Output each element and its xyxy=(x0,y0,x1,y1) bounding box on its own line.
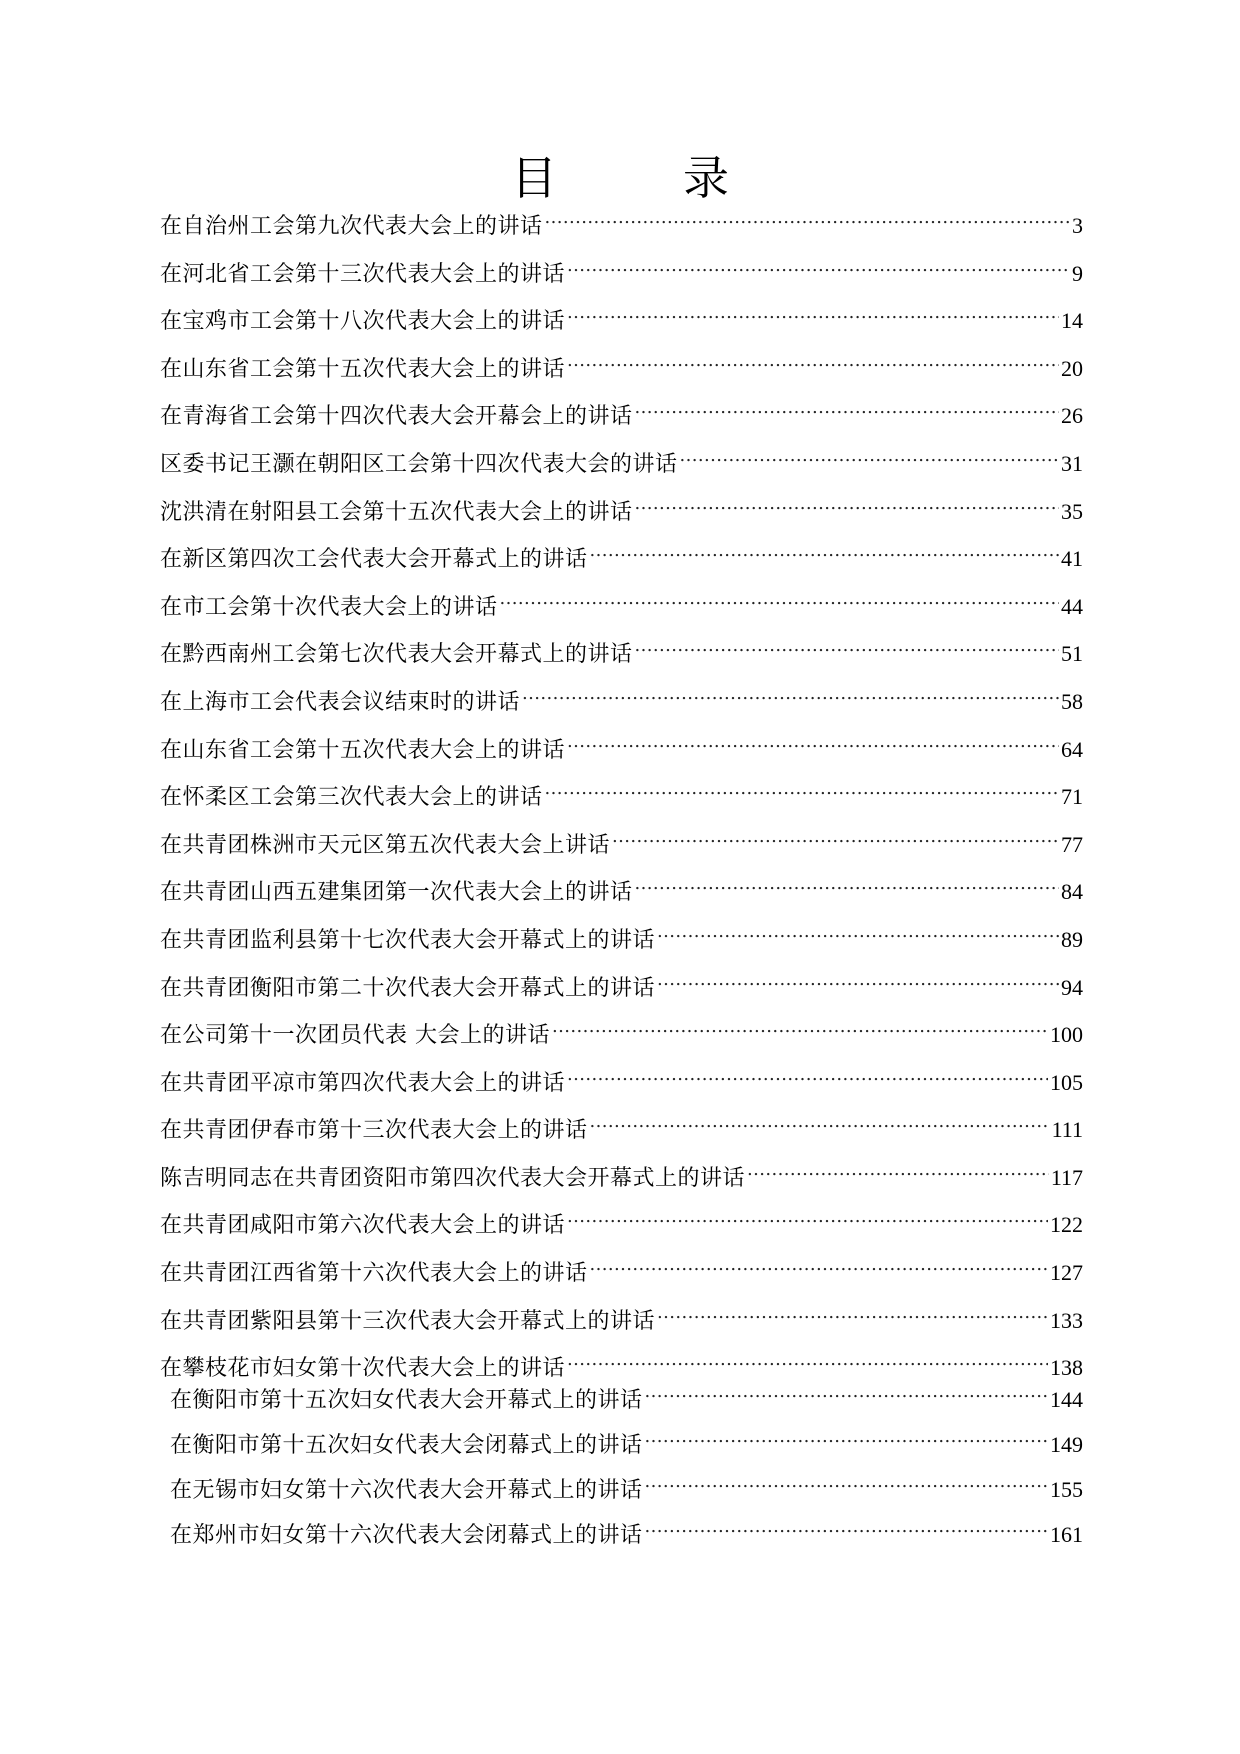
toc-entry-title: 在共青团株洲市天元区第五次代表大会上讲话 xyxy=(160,832,611,858)
toc-page-number: 84 xyxy=(1061,879,1083,905)
dot-leader xyxy=(567,1202,1048,1232)
toc-entry-title: 在山东省工会第十五次代表大会上的讲话 xyxy=(160,356,566,382)
toc-entry[interactable] xyxy=(160,1467,1083,1512)
dot-leader xyxy=(645,1377,1048,1407)
toc-entry-title: 在河北省工会第十三次代表大会上的讲话 xyxy=(160,261,566,287)
toc-entry-title: 在攀枝花市妇女第十次代表大会上的讲话 xyxy=(160,1356,566,1382)
dot-leader xyxy=(545,774,1059,804)
toc-entry-title: 在共青团衡阳市第二十次代表大会开幕式上的讲话 xyxy=(160,975,656,1001)
toc-entry[interactable] xyxy=(160,393,1083,441)
dot-leader xyxy=(645,1467,1048,1497)
toc-page-number: 51 xyxy=(1061,641,1083,667)
toc-entry[interactable] xyxy=(160,917,1083,965)
toc-entry-title: 在无锡市妇女第十六次代表大会开幕式上的讲话 xyxy=(170,1477,643,1503)
toc-entry-title: 在青海省工会第十四次代表大会开幕会上的讲话 xyxy=(160,404,633,430)
dot-leader xyxy=(567,251,1070,281)
toc-page-number: 105 xyxy=(1050,1069,1083,1095)
toc-page-number: 117 xyxy=(1050,1164,1083,1190)
toc-entry-title: 在自治州工会第九次代表大会上的讲话 xyxy=(160,214,543,239)
dot-leader xyxy=(545,203,1070,233)
toc-entry[interactable] xyxy=(160,1250,1083,1298)
dot-leader xyxy=(680,441,1059,471)
dot-leader xyxy=(657,917,1059,947)
toc-page-number: 35 xyxy=(1061,498,1083,524)
toc-page-number: 122 xyxy=(1050,1212,1083,1238)
toc-entry-title: 在衡阳市第十五次妇女代表大会闭幕式上的讲话 xyxy=(170,1432,643,1458)
dot-leader xyxy=(590,1250,1048,1280)
toc-entry-title: 在衡阳市第十五次妇女代表大会开幕式上的讲话 xyxy=(170,1387,643,1413)
toc-page-number: 31 xyxy=(1061,450,1083,476)
toc-entry[interactable] xyxy=(160,679,1083,727)
toc-entry[interactable] xyxy=(160,346,1083,394)
dot-leader xyxy=(635,869,1059,899)
toc-page-number: 89 xyxy=(1061,926,1083,952)
toc-entry-title: 陈吉明同志在共青团资阳市第四次代表大会开幕式上的讲话 xyxy=(160,1165,746,1191)
dot-leader xyxy=(657,965,1059,995)
toc-list xyxy=(160,203,1083,1557)
dot-leader xyxy=(747,1155,1049,1185)
toc-page-number: 138 xyxy=(1050,1355,1083,1381)
toc-entry[interactable] xyxy=(160,203,1083,251)
toc-entry[interactable] xyxy=(160,1012,1083,1060)
toc-page-number: 64 xyxy=(1061,736,1083,762)
toc-entry[interactable] xyxy=(160,631,1083,679)
dot-leader xyxy=(567,346,1059,376)
toc-entry[interactable] xyxy=(160,251,1083,299)
toc-entry-title: 区委书记王灏在朝阳区工会第十四次代表大会的讲话 xyxy=(160,451,678,477)
toc-entry[interactable] xyxy=(160,822,1083,870)
toc-page-number: 58 xyxy=(1061,688,1083,714)
dot-leader xyxy=(500,584,1059,614)
dot-leader xyxy=(635,489,1059,519)
toc-page-number: 26 xyxy=(1061,403,1083,429)
toc-entry[interactable] xyxy=(160,1512,1083,1557)
toc-entry[interactable] xyxy=(160,1060,1083,1108)
toc-entry-title: 在公司第十一次团员代表 大会上的讲话 xyxy=(160,1023,550,1049)
dot-leader xyxy=(657,1298,1048,1328)
toc-page-number: 111 xyxy=(1051,1117,1083,1143)
toc-page-number: 44 xyxy=(1061,593,1083,619)
toc-page-number: 9 xyxy=(1072,260,1083,286)
toc-entry-title: 在黔西南州工会第七次代表大会开幕式上的讲话 xyxy=(160,642,633,668)
toc-entry[interactable] xyxy=(160,1155,1083,1203)
dot-leader xyxy=(645,1422,1048,1452)
dot-leader xyxy=(635,631,1059,661)
dot-leader xyxy=(567,298,1059,328)
dot-leader xyxy=(590,536,1059,566)
toc-page-number: 71 xyxy=(1061,784,1083,810)
toc-entry-title: 在市工会第十次代表大会上的讲话 xyxy=(160,594,498,620)
toc-entry-title: 沈洪清在射阳县工会第十五次代表大会上的讲话 xyxy=(160,499,633,525)
toc-entry[interactable] xyxy=(160,1202,1083,1250)
toc-page-number: 3 xyxy=(1072,213,1083,238)
page-title: 目 录 xyxy=(511,151,769,205)
toc-page-number: 133 xyxy=(1050,1307,1083,1333)
toc-entry[interactable] xyxy=(160,727,1083,775)
toc-entry-title: 在共青团紫阳县第十三次代表大会开幕式上的讲话 xyxy=(160,1308,656,1334)
toc-page-number: 144 xyxy=(1050,1386,1083,1412)
dot-leader xyxy=(612,822,1059,852)
toc-entry[interactable] xyxy=(160,1107,1083,1155)
toc-entry[interactable] xyxy=(160,298,1083,346)
toc-entry[interactable] xyxy=(160,584,1083,632)
toc-entry-title: 在共青团江西省第十六次代表大会上的讲话 xyxy=(160,1261,588,1287)
toc-entry[interactable] xyxy=(160,1298,1083,1346)
toc-entry[interactable] xyxy=(160,965,1083,1013)
toc-entry-title: 在山东省工会第十五次代表大会上的讲话 xyxy=(160,737,566,763)
toc-page-number: 14 xyxy=(1061,308,1083,334)
toc-entry-title: 在上海市工会代表会议结束时的讲话 xyxy=(160,689,521,715)
dot-leader xyxy=(567,1060,1048,1090)
toc-entry[interactable] xyxy=(160,869,1083,917)
toc-entry-title: 在郑州市妇女第十六次代表大会闭幕式上的讲话 xyxy=(170,1522,643,1548)
toc-entry[interactable] xyxy=(160,441,1083,489)
dot-leader xyxy=(645,1512,1048,1542)
toc-entry-title: 在怀柔区工会第三次代表大会上的讲话 xyxy=(160,785,543,811)
toc-page-number: 127 xyxy=(1050,1260,1083,1286)
toc-page-number: 100 xyxy=(1050,1022,1083,1048)
dot-leader xyxy=(552,1012,1048,1042)
toc-page-number: 41 xyxy=(1061,546,1083,572)
toc-entry-title: 在共青团山西五建集团第一次代表大会上的讲话 xyxy=(160,880,633,906)
toc-page-number: 155 xyxy=(1050,1476,1083,1502)
toc-entry[interactable] xyxy=(160,489,1083,537)
toc-entry-title: 在共青团平凉市第四次代表大会上的讲话 xyxy=(160,1070,566,1096)
dot-leader xyxy=(635,393,1059,423)
toc-page-number: 149 xyxy=(1050,1431,1083,1457)
toc-page-number: 94 xyxy=(1061,974,1083,1000)
toc-entry[interactable] xyxy=(160,774,1083,822)
dot-leader xyxy=(567,727,1059,757)
toc-entry[interactable] xyxy=(160,1422,1083,1467)
toc-entry-title: 在共青团咸阳市第六次代表大会上的讲话 xyxy=(160,1213,566,1239)
dot-leader xyxy=(567,1345,1048,1375)
toc-entry-title: 在宝鸡市工会第十八次代表大会上的讲话 xyxy=(160,309,566,335)
toc-entry-title: 在共青团伊春市第十三次代表大会上的讲话 xyxy=(160,1118,588,1144)
toc-entry-title: 在共青团监利县第十七次代表大会开幕式上的讲话 xyxy=(160,927,656,953)
toc-page-number: 77 xyxy=(1061,831,1083,857)
dot-leader xyxy=(590,1107,1050,1137)
dot-leader xyxy=(522,679,1059,709)
toc-entry[interactable] xyxy=(160,536,1083,584)
toc-page-number: 161 xyxy=(1050,1521,1083,1547)
toc-page-number: 20 xyxy=(1061,355,1083,381)
toc-entry-title: 在新区第四次工会代表大会开幕式上的讲话 xyxy=(160,547,588,573)
